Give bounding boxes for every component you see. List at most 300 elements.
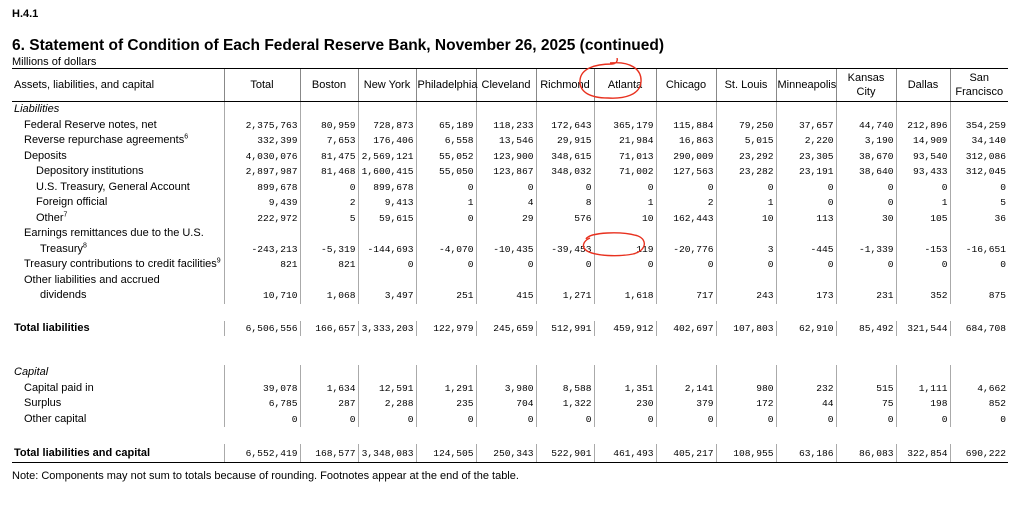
empty-cell [656,273,716,289]
row-depository-institutions [12,164,1008,180]
row-label [12,321,224,337]
value-new-york: 899,678 [358,180,416,196]
value-cleveland: 704 [476,396,536,412]
row-label-text: Foreign official [36,196,108,209]
value-san-francisco: 354,259 [950,118,1008,134]
value-new-york: 2,288 [358,396,416,412]
value-minneapolis: 0 [776,412,836,428]
empty-cell [656,365,716,381]
value-dallas: 1 [896,195,950,211]
row-other-liabilities-dividends [12,288,1008,304]
value-dallas: 0 [896,412,950,428]
value-boston: 1,634 [300,381,358,397]
spacer-cell [12,336,1008,353]
empty-cell [416,273,476,289]
empty-cell [950,273,1008,289]
empty-cell [836,273,896,289]
spacer-cell [12,304,1008,321]
value-new-york: 3,497 [358,288,416,304]
col-header-st-louis: St. Louis [716,69,776,102]
row-label-text: Reverse repurchase agreements [24,134,185,147]
empty-cell [776,226,836,242]
row-foreign-official [12,195,1008,211]
value-cleveland: -10,435 [476,242,536,258]
value-dallas: 322,854 [896,444,950,463]
row-label [12,444,224,463]
value-chicago: 127,563 [656,164,716,180]
value-chicago: 405,217 [656,444,716,463]
value-philadelphia: 0 [416,257,476,273]
value-san-francisco: 0 [950,257,1008,273]
value-kansas-city: 0 [836,257,896,273]
row-label-text: Other liabilities and accrued [24,273,160,286]
value-boston: 81,468 [300,164,358,180]
value-san-francisco: 312,086 [950,149,1008,165]
value-total: 39,078 [224,381,300,397]
empty-cell [536,102,594,118]
value-minneapolis: 232 [776,381,836,397]
row-label [12,118,224,134]
col-header-san-francisco [950,69,1008,102]
row-label [12,288,224,304]
row-label-text: Earnings remittances due to the U.S. [24,227,204,240]
value-san-francisco: 852 [950,396,1008,412]
row-label-text: Treasury [40,242,83,255]
row-total-liabilities [12,321,1008,337]
value-san-francisco: 0 [950,180,1008,196]
row-label [12,180,224,196]
row-label-text: Depository institutions [36,165,144,178]
value-st-louis: 0 [716,257,776,273]
empty-cell [716,102,776,118]
value-philadelphia: 55,052 [416,149,476,165]
value-san-francisco: 684,708 [950,321,1008,337]
value-st-louis: 23,292 [716,149,776,165]
value-richmond: 0 [536,412,594,428]
value-philadelphia: 55,050 [416,164,476,180]
value-new-york: 1,600,415 [358,164,416,180]
col-header-boston: Boston [300,69,358,102]
value-boston: 168,577 [300,444,358,463]
empty-cell [950,102,1008,118]
section-capital [12,365,1008,381]
value-cleveland: 4 [476,195,536,211]
value-total: 6,552,419 [224,444,300,463]
value-chicago: 0 [656,412,716,428]
row-reverse-repurchase [12,133,1008,149]
value-richmond: 1,322 [536,396,594,412]
value-dallas: 14,909 [896,133,950,149]
value-richmond: 172,643 [536,118,594,134]
value-kansas-city: 86,083 [836,444,896,463]
value-minneapolis: 2,220 [776,133,836,149]
col-header-atlanta: Atlanta [594,69,656,102]
empty-cell [594,273,656,289]
value-chicago: 115,884 [656,118,716,134]
value-minneapolis: 44 [776,396,836,412]
page-title: 6. Statement of Condition of Each Federal Reserve Bank, November 26, 2025 (continued) [12,37,665,54]
value-atlanta: 71,013 [594,149,656,165]
empty-cell [836,226,896,242]
value-richmond: 522,901 [536,444,594,463]
row-label [12,226,224,242]
row-label-text: U.S. Treasury, General Account [36,180,190,193]
value-dallas: 352 [896,288,950,304]
empty-cell [896,226,950,242]
empty-cell [776,273,836,289]
section-liabilities-label: Liabilities [14,103,60,116]
value-total: 222,972 [224,211,300,227]
value-st-louis: 5,015 [716,133,776,149]
value-st-louis: 0 [716,412,776,428]
section-capital-label: Capital [14,366,49,379]
empty-cell [656,102,716,118]
value-new-york: 12,591 [358,381,416,397]
value-minneapolis: 113 [776,211,836,227]
value-san-francisco: 0 [950,412,1008,428]
value-atlanta: 459,912 [594,321,656,337]
value-kansas-city: 231 [836,288,896,304]
empty-cell [300,102,358,118]
value-san-francisco: 312,045 [950,164,1008,180]
empty-cell [224,102,300,118]
value-boston: 5 [300,211,358,227]
row-label [12,381,224,397]
empty-cell [656,226,716,242]
value-richmond: 348,615 [536,149,594,165]
col-header-san-francisco-line1: San [969,72,990,84]
footnote-marker: 8 [83,242,87,250]
empty-cell [836,102,896,118]
value-boston: 80,959 [300,118,358,134]
value-boston: 166,657 [300,321,358,337]
empty-cell [476,226,536,242]
value-kansas-city: 75 [836,396,896,412]
row-label-text: Total liabilities [14,321,90,334]
value-chicago: 402,697 [656,321,716,337]
value-kansas-city: 0 [836,195,896,211]
empty-cell [776,365,836,381]
value-kansas-city: 515 [836,381,896,397]
empty-cell [416,102,476,118]
empty-cell [716,226,776,242]
value-chicago: 16,863 [656,133,716,149]
empty-cell [300,365,358,381]
value-st-louis: 3 [716,242,776,258]
value-total: 821 [224,257,300,273]
spacer-cell [12,353,1008,365]
value-new-york: 3,348,083 [358,444,416,463]
value-cleveland: 123,867 [476,164,536,180]
value-san-francisco: 34,140 [950,133,1008,149]
empty-cell [300,226,358,242]
col-header-philadelphia: Philadelphia [416,69,476,102]
value-chicago: -20,776 [656,242,716,258]
empty-cell [536,365,594,381]
value-total: 899,678 [224,180,300,196]
value-kansas-city: 3,190 [836,133,896,149]
value-richmond: 512,991 [536,321,594,337]
row-label-text: Total liabilities and capital [14,446,151,459]
value-total: 2,375,763 [224,118,300,134]
row-label [12,412,224,428]
col-header-kansas-city-line1: Kansas [847,72,885,84]
value-st-louis: 107,803 [716,321,776,337]
value-richmond: 0 [536,257,594,273]
value-new-york: 176,406 [358,133,416,149]
row-label-text: Deposits [24,149,67,162]
value-new-york: 2,569,121 [358,149,416,165]
empty-cell [416,226,476,242]
value-st-louis: 243 [716,288,776,304]
value-cleveland: 0 [476,180,536,196]
empty-cell [358,365,416,381]
value-boston: 7,653 [300,133,358,149]
value-atlanta: 230 [594,396,656,412]
value-dallas: 1,111 [896,381,950,397]
value-atlanta: 365,179 [594,118,656,134]
value-richmond: 576 [536,211,594,227]
col-header-richmond: Richmond [536,69,594,102]
empty-cell [716,365,776,381]
col-header-kansas-city [836,69,896,102]
row-treasury-contributions [12,257,1008,273]
value-chicago: 2 [656,195,716,211]
empty-cell [950,226,1008,242]
value-chicago: 290,009 [656,149,716,165]
value-philadelphia: 65,189 [416,118,476,134]
empty-cell [896,102,950,118]
value-st-louis: 10 [716,211,776,227]
empty-cell [594,365,656,381]
value-philadelphia: 122,979 [416,321,476,337]
value-richmond: 1,271 [536,288,594,304]
empty-cell [594,226,656,242]
row-earnings-remittances-treasury [12,242,1008,258]
units-label: Millions of dollars [12,56,97,68]
value-philadelphia: 1,291 [416,381,476,397]
value-minneapolis: 0 [776,257,836,273]
value-total: 9,439 [224,195,300,211]
value-dallas: 93,540 [896,149,950,165]
value-dallas: 198 [896,396,950,412]
value-atlanta: 1 [594,195,656,211]
col-header-minneapolis: Minneapolis [776,69,836,102]
value-philadelphia: 0 [416,412,476,428]
row-label-text: Capital paid in [24,381,94,394]
row-label-text: Other [36,211,64,224]
value-atlanta: 1,351 [594,381,656,397]
value-kansas-city: -1,339 [836,242,896,258]
value-boston: 0 [300,412,358,428]
empty-cell [476,273,536,289]
value-boston: 2 [300,195,358,211]
row-label-text: Surplus [24,397,62,410]
value-new-york: 59,615 [358,211,416,227]
value-total: 332,399 [224,133,300,149]
value-boston: 821 [300,257,358,273]
value-philadelphia: 6,558 [416,133,476,149]
value-san-francisco: 4,662 [950,381,1008,397]
empty-cell [896,365,950,381]
value-richmond: 8 [536,195,594,211]
value-dallas: -153 [896,242,950,258]
value-chicago: 0 [656,257,716,273]
value-atlanta: 0 [594,412,656,428]
value-total: 6,785 [224,396,300,412]
row-label-text: Federal Reserve notes, net [24,118,157,131]
row-label [12,273,224,289]
value-richmond: 348,032 [536,164,594,180]
value-dallas: 93,433 [896,164,950,180]
value-san-francisco: 5 [950,195,1008,211]
statement-table [12,68,1008,463]
value-atlanta: 10 [594,211,656,227]
value-total: 4,030,076 [224,149,300,165]
value-total: 2,897,987 [224,164,300,180]
value-kansas-city: 0 [836,412,896,428]
value-total: 0 [224,412,300,428]
empty-cell [594,102,656,118]
row-label-text: dividends [40,289,87,302]
value-st-louis: 1 [716,195,776,211]
value-minneapolis: 62,910 [776,321,836,337]
row-label-text: Treasury contributions to credit facilities [24,258,217,271]
value-chicago: 717 [656,288,716,304]
header-row [12,69,1008,102]
row-label [12,149,224,165]
value-richmond: 29,915 [536,133,594,149]
value-total: 6,506,556 [224,321,300,337]
row-label [12,242,224,258]
footnote-marker: 7 [63,211,68,219]
value-philadelphia: 251 [416,288,476,304]
value-minneapolis: 23,191 [776,164,836,180]
col-header-dallas: Dallas [896,69,950,102]
value-philadelphia: 235 [416,396,476,412]
col-header-label: Assets, liabilities, and capital [12,69,224,102]
value-san-francisco: 875 [950,288,1008,304]
value-total: 10,710 [224,288,300,304]
value-cleveland: 13,546 [476,133,536,149]
value-cleveland: 250,343 [476,444,536,463]
value-boston: 0 [300,180,358,196]
section-liabilities [12,102,1008,118]
empty-cell [224,365,300,381]
value-st-louis: 980 [716,381,776,397]
empty-cell [358,226,416,242]
empty-cell [896,273,950,289]
empty-cell [224,273,300,289]
table-body [12,102,1008,463]
empty-cell [716,273,776,289]
row-label [12,257,224,273]
spacer-row [12,336,1008,353]
empty-cell [416,365,476,381]
row-label [12,164,224,180]
value-atlanta: 461,493 [594,444,656,463]
spacer-row [12,353,1008,365]
col-header-new-york: New York [358,69,416,102]
value-minneapolis: 63,186 [776,444,836,463]
spacer-cell [12,427,1008,444]
value-cleveland: 0 [476,257,536,273]
value-dallas: 0 [896,180,950,196]
row-other-liabilities-line1 [12,273,1008,289]
col-header-cleveland: Cleveland [476,69,536,102]
value-st-louis: 172 [716,396,776,412]
empty-cell [536,273,594,289]
value-philadelphia: 1 [416,195,476,211]
row-other-deposits [12,211,1008,227]
value-new-york: 9,413 [358,195,416,211]
value-atlanta: 1,618 [594,288,656,304]
value-new-york: 0 [358,412,416,428]
col-header-total: Total [224,69,300,102]
value-minneapolis: -445 [776,242,836,258]
value-st-louis: 108,955 [716,444,776,463]
value-philadelphia: 0 [416,211,476,227]
empty-cell [358,273,416,289]
value-richmond: -39,453 [536,242,594,258]
value-kansas-city: 30 [836,211,896,227]
empty-cell [476,365,536,381]
value-st-louis: 23,282 [716,164,776,180]
value-boston: 287 [300,396,358,412]
value-cleveland: 123,900 [476,149,536,165]
value-san-francisco: -16,651 [950,242,1008,258]
row-total-liabilities-and-capital [12,444,1008,463]
value-chicago: 2,141 [656,381,716,397]
row-label [12,195,224,211]
value-new-york: 0 [358,257,416,273]
col-header-san-francisco-line2: Francisco [955,86,1004,98]
row-earnings-remittances-line1 [12,226,1008,242]
row-federal-reserve-notes [12,118,1008,134]
row-label-text: Other capital [24,412,87,425]
value-kansas-city: 44,740 [836,118,896,134]
value-atlanta: 119 [594,242,656,258]
row-deposits [12,149,1008,165]
row-other-capital [12,412,1008,428]
value-san-francisco: 690,222 [950,444,1008,463]
value-cleveland: 245,659 [476,321,536,337]
value-chicago: 379 [656,396,716,412]
value-philadelphia: -4,070 [416,242,476,258]
value-kansas-city: 38,670 [836,149,896,165]
value-cleveland: 415 [476,288,536,304]
empty-cell [950,365,1008,381]
value-boston: 81,475 [300,149,358,165]
value-boston: -5,319 [300,242,358,258]
value-minneapolis: 23,305 [776,149,836,165]
footnote-marker: 9 [216,257,221,265]
spacer-row [12,304,1008,321]
row-capital-paid-in [12,381,1008,397]
value-kansas-city: 38,640 [836,164,896,180]
value-boston: 1,068 [300,288,358,304]
row-surplus [12,396,1008,412]
value-kansas-city: 0 [836,180,896,196]
col-header-chicago: Chicago [656,69,716,102]
value-san-francisco: 36 [950,211,1008,227]
value-richmond: 8,588 [536,381,594,397]
value-new-york: 728,873 [358,118,416,134]
row-label [12,396,224,412]
value-minneapolis: 0 [776,180,836,196]
value-chicago: 0 [656,180,716,196]
value-cleveland: 29 [476,211,536,227]
